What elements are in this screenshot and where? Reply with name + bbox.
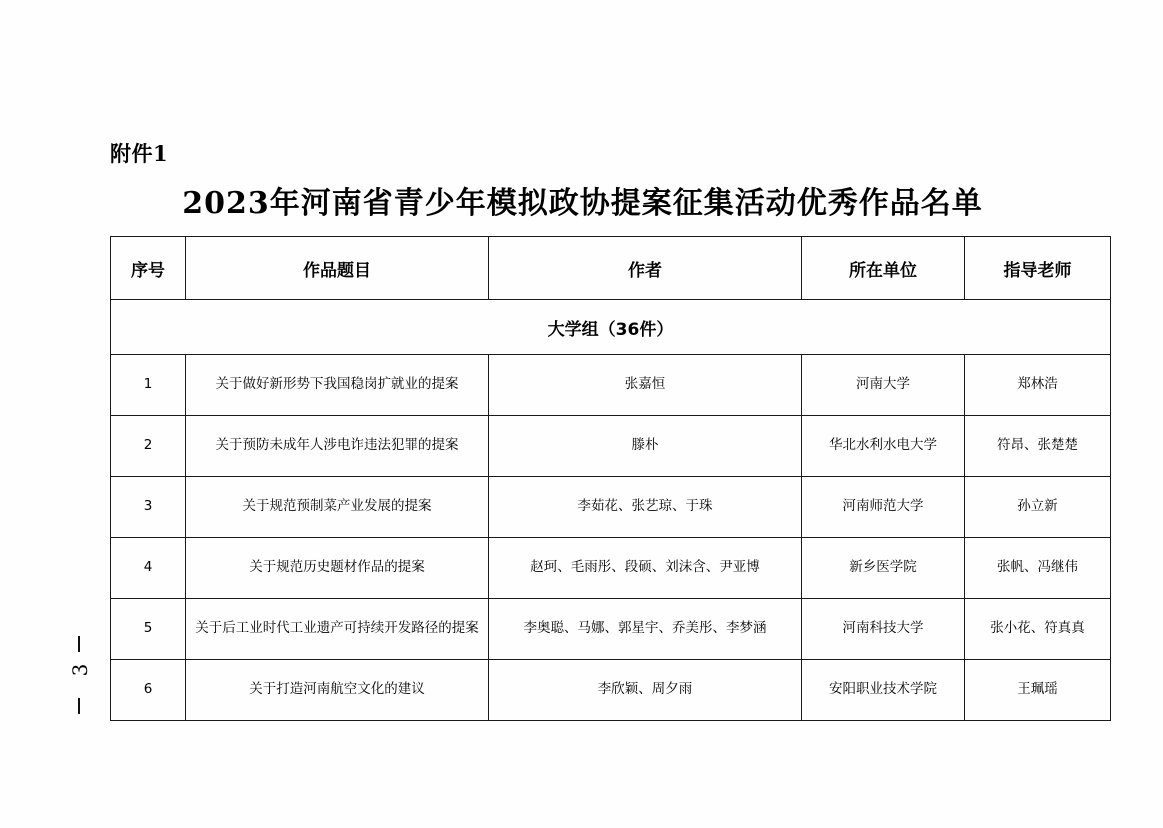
header-org: 所在单位 — [802, 237, 965, 300]
page-number-dash-bottom — [78, 698, 80, 714]
cell-title: 关于打造河南航空文化的建议 — [186, 660, 489, 721]
group-label: 大学组（36件） — [111, 300, 1111, 355]
cell-seq: 5 — [111, 599, 186, 660]
cell-teacher: 张小花、符真真 — [965, 599, 1111, 660]
cell-author: 李茹花、张艺琼、于珠 — [489, 477, 802, 538]
cell-title: 关于规范历史题材作品的提案 — [186, 538, 489, 599]
cell-author: 李奥聪、马娜、郭星宇、乔美彤、李梦涵 — [489, 599, 802, 660]
page-title: 2023年河南省青少年模拟政协提案征集活动优秀作品名单 — [182, 186, 983, 221]
header-title: 作品题目 — [186, 237, 489, 300]
table-row — [111, 599, 1111, 660]
table-row — [111, 660, 1111, 721]
table-row — [111, 477, 1111, 538]
table-header-row — [111, 237, 1111, 300]
cell-teacher: 张帆、冯继伟 — [965, 538, 1111, 599]
cell-author: 李欣颖、周夕雨 — [489, 660, 802, 721]
table-row — [111, 538, 1111, 599]
cell-seq: 2 — [111, 416, 186, 477]
page-number — [62, 634, 106, 716]
cell-teacher: 郑林浩 — [965, 355, 1111, 416]
attachment-label: 附件1 — [110, 141, 169, 166]
header-teacher: 指导老师 — [965, 237, 1111, 300]
table-group-row — [111, 300, 1111, 355]
cell-title: 关于做好新形势下我国稳岗扩就业的提案 — [186, 355, 489, 416]
cell-org: 华北水利水电大学 — [802, 416, 965, 477]
cell-author: 张嘉恒 — [489, 355, 802, 416]
cell-author: 赵珂、毛雨彤、段硕、刘沫含、尹亚博 — [489, 538, 802, 599]
table-row — [111, 355, 1111, 416]
works-list-table — [110, 236, 1111, 721]
cell-org: 河南师范大学 — [802, 477, 965, 538]
cell-seq: 6 — [111, 660, 186, 721]
cell-org: 新乡医学院 — [802, 538, 965, 599]
page-number-dash-top — [78, 636, 80, 652]
header-author: 作者 — [489, 237, 802, 300]
cell-org: 河南科技大学 — [802, 599, 965, 660]
cell-title: 关于预防未成年人涉电诈违法犯罪的提案 — [186, 416, 489, 477]
cell-teacher: 王珮瑶 — [965, 660, 1111, 721]
cell-title: 关于规范预制菜产业发展的提案 — [186, 477, 489, 538]
cell-seq: 4 — [111, 538, 186, 599]
cell-author: 滕朴 — [489, 416, 802, 477]
cell-title: 关于后工业时代工业遗产可持续开发路径的提案 — [186, 599, 489, 660]
header-seq: 序号 — [111, 237, 186, 300]
cell-org: 河南大学 — [802, 355, 965, 416]
page-number-value: 3 — [68, 663, 92, 677]
cell-seq: 1 — [111, 355, 186, 416]
table-row — [111, 416, 1111, 477]
cell-org: 安阳职业技术学院 — [802, 660, 965, 721]
cell-seq: 3 — [111, 477, 186, 538]
cell-teacher: 符昂、张楚楚 — [965, 416, 1111, 477]
cell-teacher: 孙立新 — [965, 477, 1111, 538]
